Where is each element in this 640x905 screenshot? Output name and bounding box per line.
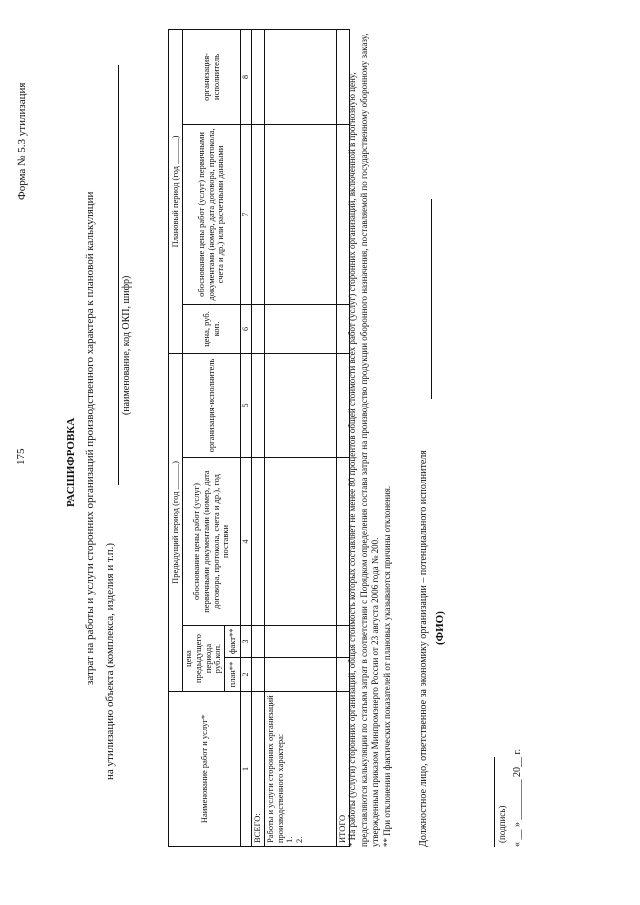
item-2: 2. [294,836,305,843]
col-number: 5 [241,353,252,457]
plan-org-header: организация-исполнитель [183,29,241,124]
calculation-table [168,29,350,847]
plan-subheader: план** [225,658,241,692]
col-number: 3 [241,626,252,658]
object-underline [118,65,119,485]
item-1: 1. [284,836,295,843]
col-number: 7 [241,124,252,304]
footnote-2: ** При отклонении фактических показателей от плановых указываются причины отклонения. [381,485,392,847]
fact-subheader: факт** [225,626,241,658]
signature-caption: (подпись) [497,805,507,843]
object-caption: (наименование, код ОКП, шифр) [121,275,132,415]
col-number: 1 [241,692,252,847]
document-subtitle: затрат на работы и услуги сторонних организаций производственного характера к плановой калькуляции [84,191,96,685]
works-text: Работы и услуги сторонних организаций производственного характера: [264,695,285,843]
signature-underline [494,757,495,847]
col-number: 6 [241,304,252,353]
date-line: « __ » ________ 20__ г. [512,749,523,847]
fio-caption: (ФИО) [434,611,446,645]
prev-period-header: Предыдущий период (год ______) [169,353,183,691]
page-number: 175 [15,448,27,465]
footnotes [347,30,393,847]
row-total-label: ВСЕГО: [252,692,265,847]
prev-justification-header: обоснование цены работ (услуг) первичными документами (номер, дата договора, протокола, счета и др.), год поставки [183,458,241,626]
position-underline [431,199,432,399]
prev-price-header: цена предыдущего периода руб.коп. [183,626,225,692]
col-number: 2 [241,658,252,692]
plan-period-header: Плановый период (год ______) [169,29,183,353]
row-works-label [264,692,336,847]
col-name-header: Наименование работ и услуг* [169,692,241,847]
plan-justification-header: обоснование цены работ (услуг) первичными документами (номер, дата договора, протокола, счета и др.) или расчетными данными [183,124,241,304]
document-title: РАСШИФРОВКА [65,417,77,507]
object-line: на утилизацию объекта (комплекса, изделия и т.п.) [104,542,116,780]
col-number: 4 [241,458,252,626]
col-number: 8 [241,29,252,124]
responsible-person-line: Должностное лицо, ответственное за экономику организации – потенциального исполнителя [418,450,429,847]
form-label: Форма № 5.3 утилизация [16,82,28,200]
plan-price-header: цена, руб. коп. [183,304,241,353]
prev-org-header: организация-исполнитель [183,353,241,457]
row-itogo-label: ИТОГО [336,692,349,847]
footnote-1: * На работы (услуги) сторонних организаций, общая стоимость которых составляет не менее 80 процентов общей стоимости всех работ (услуг) сторонних организаций, включенной в прогнозную цену, представляются калькуляции по статьям затрат в соответствии с Порядком определения состава затрат на производство продукции оборонного назначения, поставляемой по государственному оборонному заказу, утвержденным приказом Минпромэнерго России от 23 августа 2006 года № 200. [347,33,381,847]
